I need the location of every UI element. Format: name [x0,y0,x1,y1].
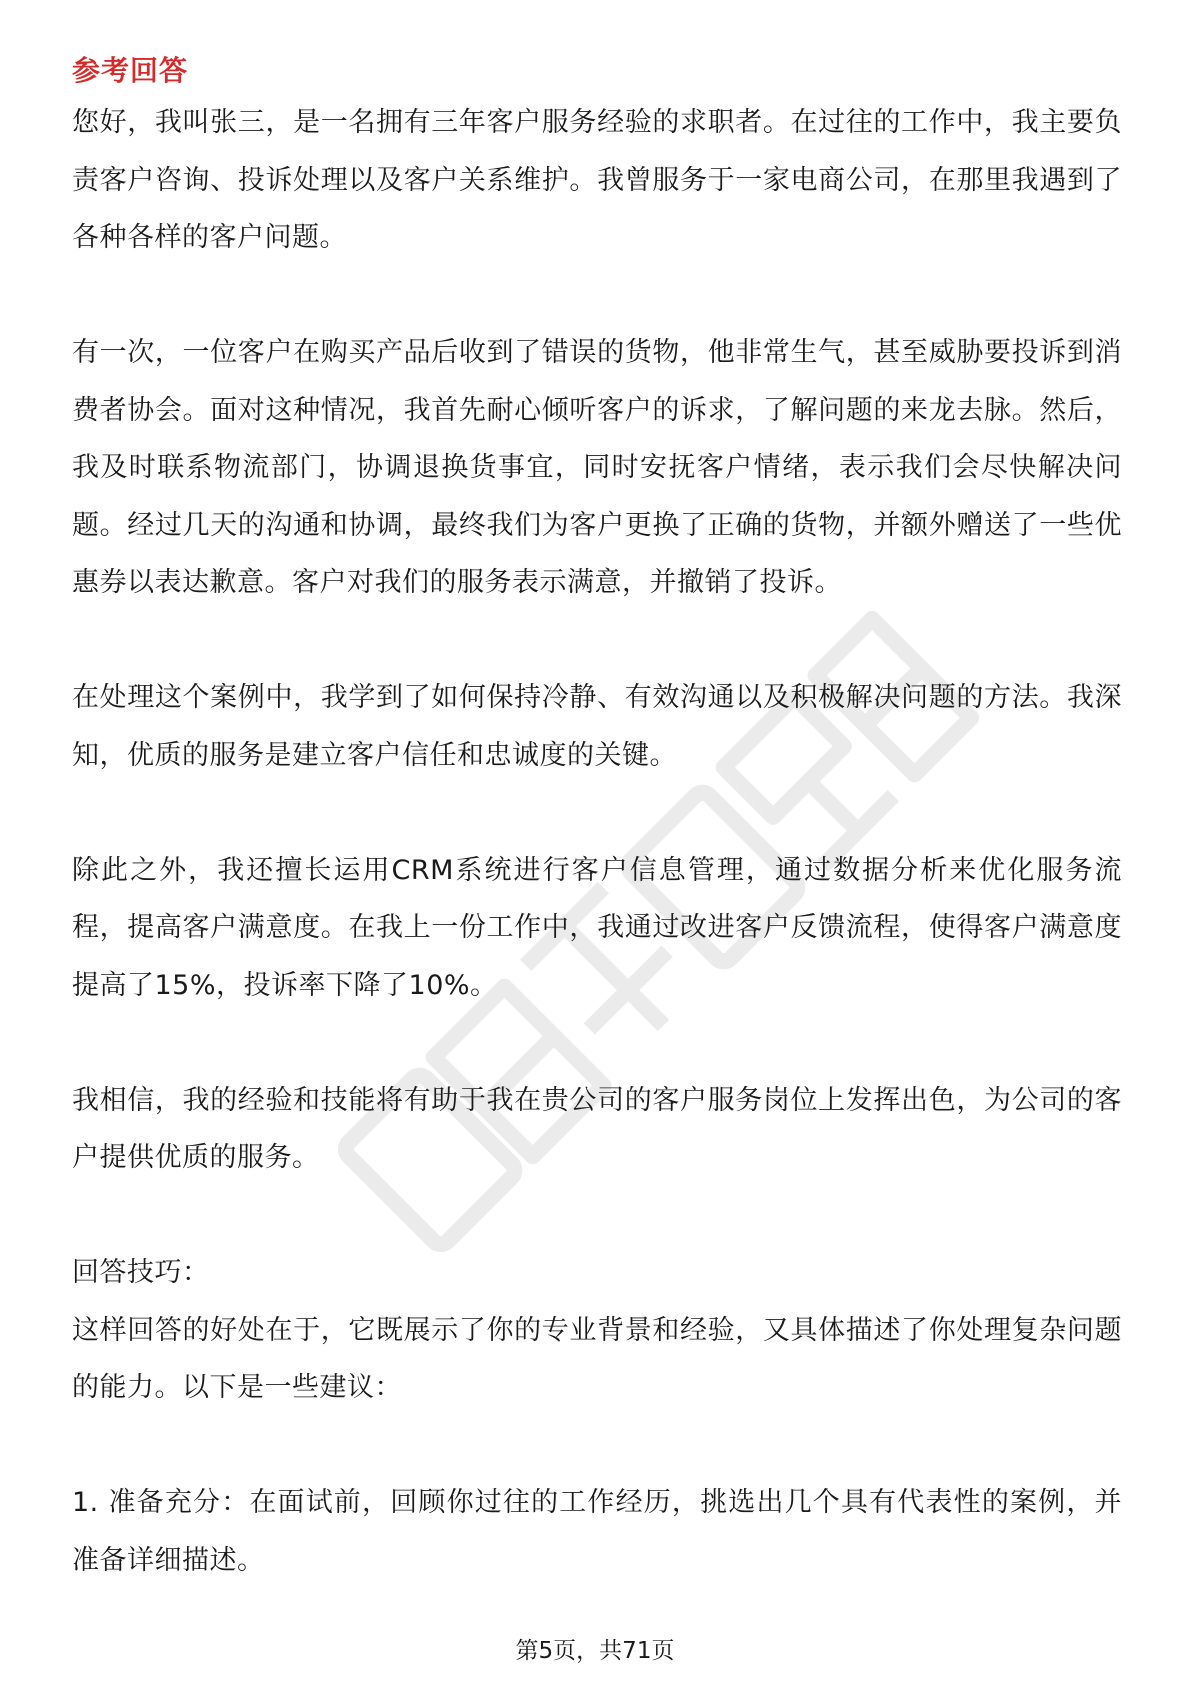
tips-item: 1. 准备充分：在面试前，回顾你过往的工作经历，挑选出几个具有代表性的案例，并准备详细描述。 [72,1487,1122,1576]
paragraph-skills: 除此之外，我还擅长运用CRM系统进行客户信息管理，通过数据分析来优化服务流程，提高客户满意度。在我上一份工作中，我通过改进客户反馈流程，使得客户满意度提高了15%，投诉率下降了10%。 [72,854,1122,1001]
paragraph-gap [72,1014,1122,1072]
paragraph-gap [72,612,1122,670]
paragraph-case: 有一次，一位客户在购买产品后收到了错误的货物，他非常生气，甚至威胁要投诉到消费者协会。面对这种情况，我首先耐心倾听客户的诉求，了解问题的来龙去脉。然后，我及时联系物流部门，协调退换货事宜，同时安抚客户情绪，表示我们会尽快解决问题。经过几天的沟通和协调，最终我们为客户更换了正确的货物，并额外赠送了一些优惠券以表达歉意。客户对我们的服务表示满意，并撤销了投诉。 [72,337,1122,598]
paragraph-gap [72,1417,1122,1475]
paragraph-lesson: 在处理这个案例中，我学到了如何保持冷静、有效沟通以及积极解决问题的方法。我深知，优质的服务是建立客户信任和忠诚度的关键。 [72,682,1122,771]
tips-intro: 这样回答的好处在于，它既展示了你的专业背景和经验，又具体描述了你处理复杂问题的能力。以下是一些建议： [72,1314,1122,1403]
document-body [72,48,1122,1589]
paragraph-gap [72,784,1122,842]
paragraph-intro: 您好，我叫张三，是一名拥有三年客户服务经验的求职者。在过往的工作中，我主要负责客户咨询、投诉处理以及客户关系维护。我曾服务于一家电商公司，在那里我遇到了各种各样的客户问题。 [72,107,1122,253]
paragraph-closing: 我相信，我的经验和技能将有助于我在贵公司的客户服务岗位上发挥出色，为公司的客户提供优质的服务。 [72,1084,1122,1173]
paragraph-gap [72,1187,1122,1245]
paragraph-gap [72,267,1122,325]
page-number-footer: 第5页，共71页 [515,1638,675,1664]
section-heading: 参考回答 [72,54,189,87]
tips-title: 回答技巧： [72,1257,210,1288]
